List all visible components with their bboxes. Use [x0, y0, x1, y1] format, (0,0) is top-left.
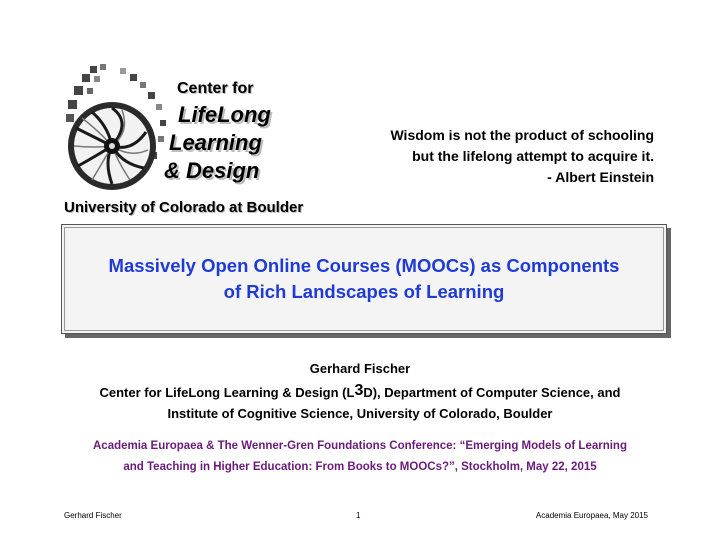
footer-event: Academia Europaea, May 2015: [535, 511, 648, 520]
quote-line-2: but the lifelong attempt to acquire it.: [412, 148, 654, 164]
title-box: [61, 224, 667, 334]
conference-line-2: and Teaching in Higher Education: From Books to MOOCs?”, Stockholm, May 22, 2015: [123, 461, 597, 473]
l3d-logo: [60, 62, 322, 220]
conference-info: [0, 436, 720, 478]
affiliation-line-1: [0, 382, 720, 403]
einstein-quote: [390, 125, 654, 188]
footer-page-number: 1: [356, 511, 361, 520]
logo-learning: Learning: [169, 130, 262, 155]
affiliation-line-2: Institute of Cognitive Science, University of Colorado, Boulder: [167, 406, 553, 421]
l3d-logo-graphic-icon: [60, 62, 180, 202]
slide-title: [109, 253, 620, 305]
logo-design: & Design: [164, 158, 260, 183]
title-line-2: of Rich Landscapes of Learning: [223, 281, 505, 302]
logo-lifelong: LifeLong: [178, 102, 271, 127]
affiliation-superscript: 3: [354, 382, 364, 399]
footer-author: Gerhard Fischer: [64, 511, 122, 520]
affiliation-line-1-post: D), Department of Computer Science, and: [363, 385, 621, 400]
quote-line-1: Wisdom is not the product of schooling: [390, 127, 654, 143]
author-affiliation: [0, 382, 720, 424]
author-name: Gerhard Fischer: [309, 361, 411, 376]
title-line-1: Massively Open Online Courses (MOOCs) as Components: [108, 255, 620, 276]
quote-attribution: - Albert Einstein: [547, 169, 654, 185]
logo-university: University of Colorado at Boulder: [64, 199, 304, 216]
conference-line-1: Academia Europaea & The Wenner-Gren Foundations Conference: “Emerging Models of Learning: [93, 440, 627, 452]
affiliation-line-1-pre: Center for LifeLong Learning & Design (L: [99, 385, 355, 400]
logo-center-for: Center for: [177, 80, 254, 97]
